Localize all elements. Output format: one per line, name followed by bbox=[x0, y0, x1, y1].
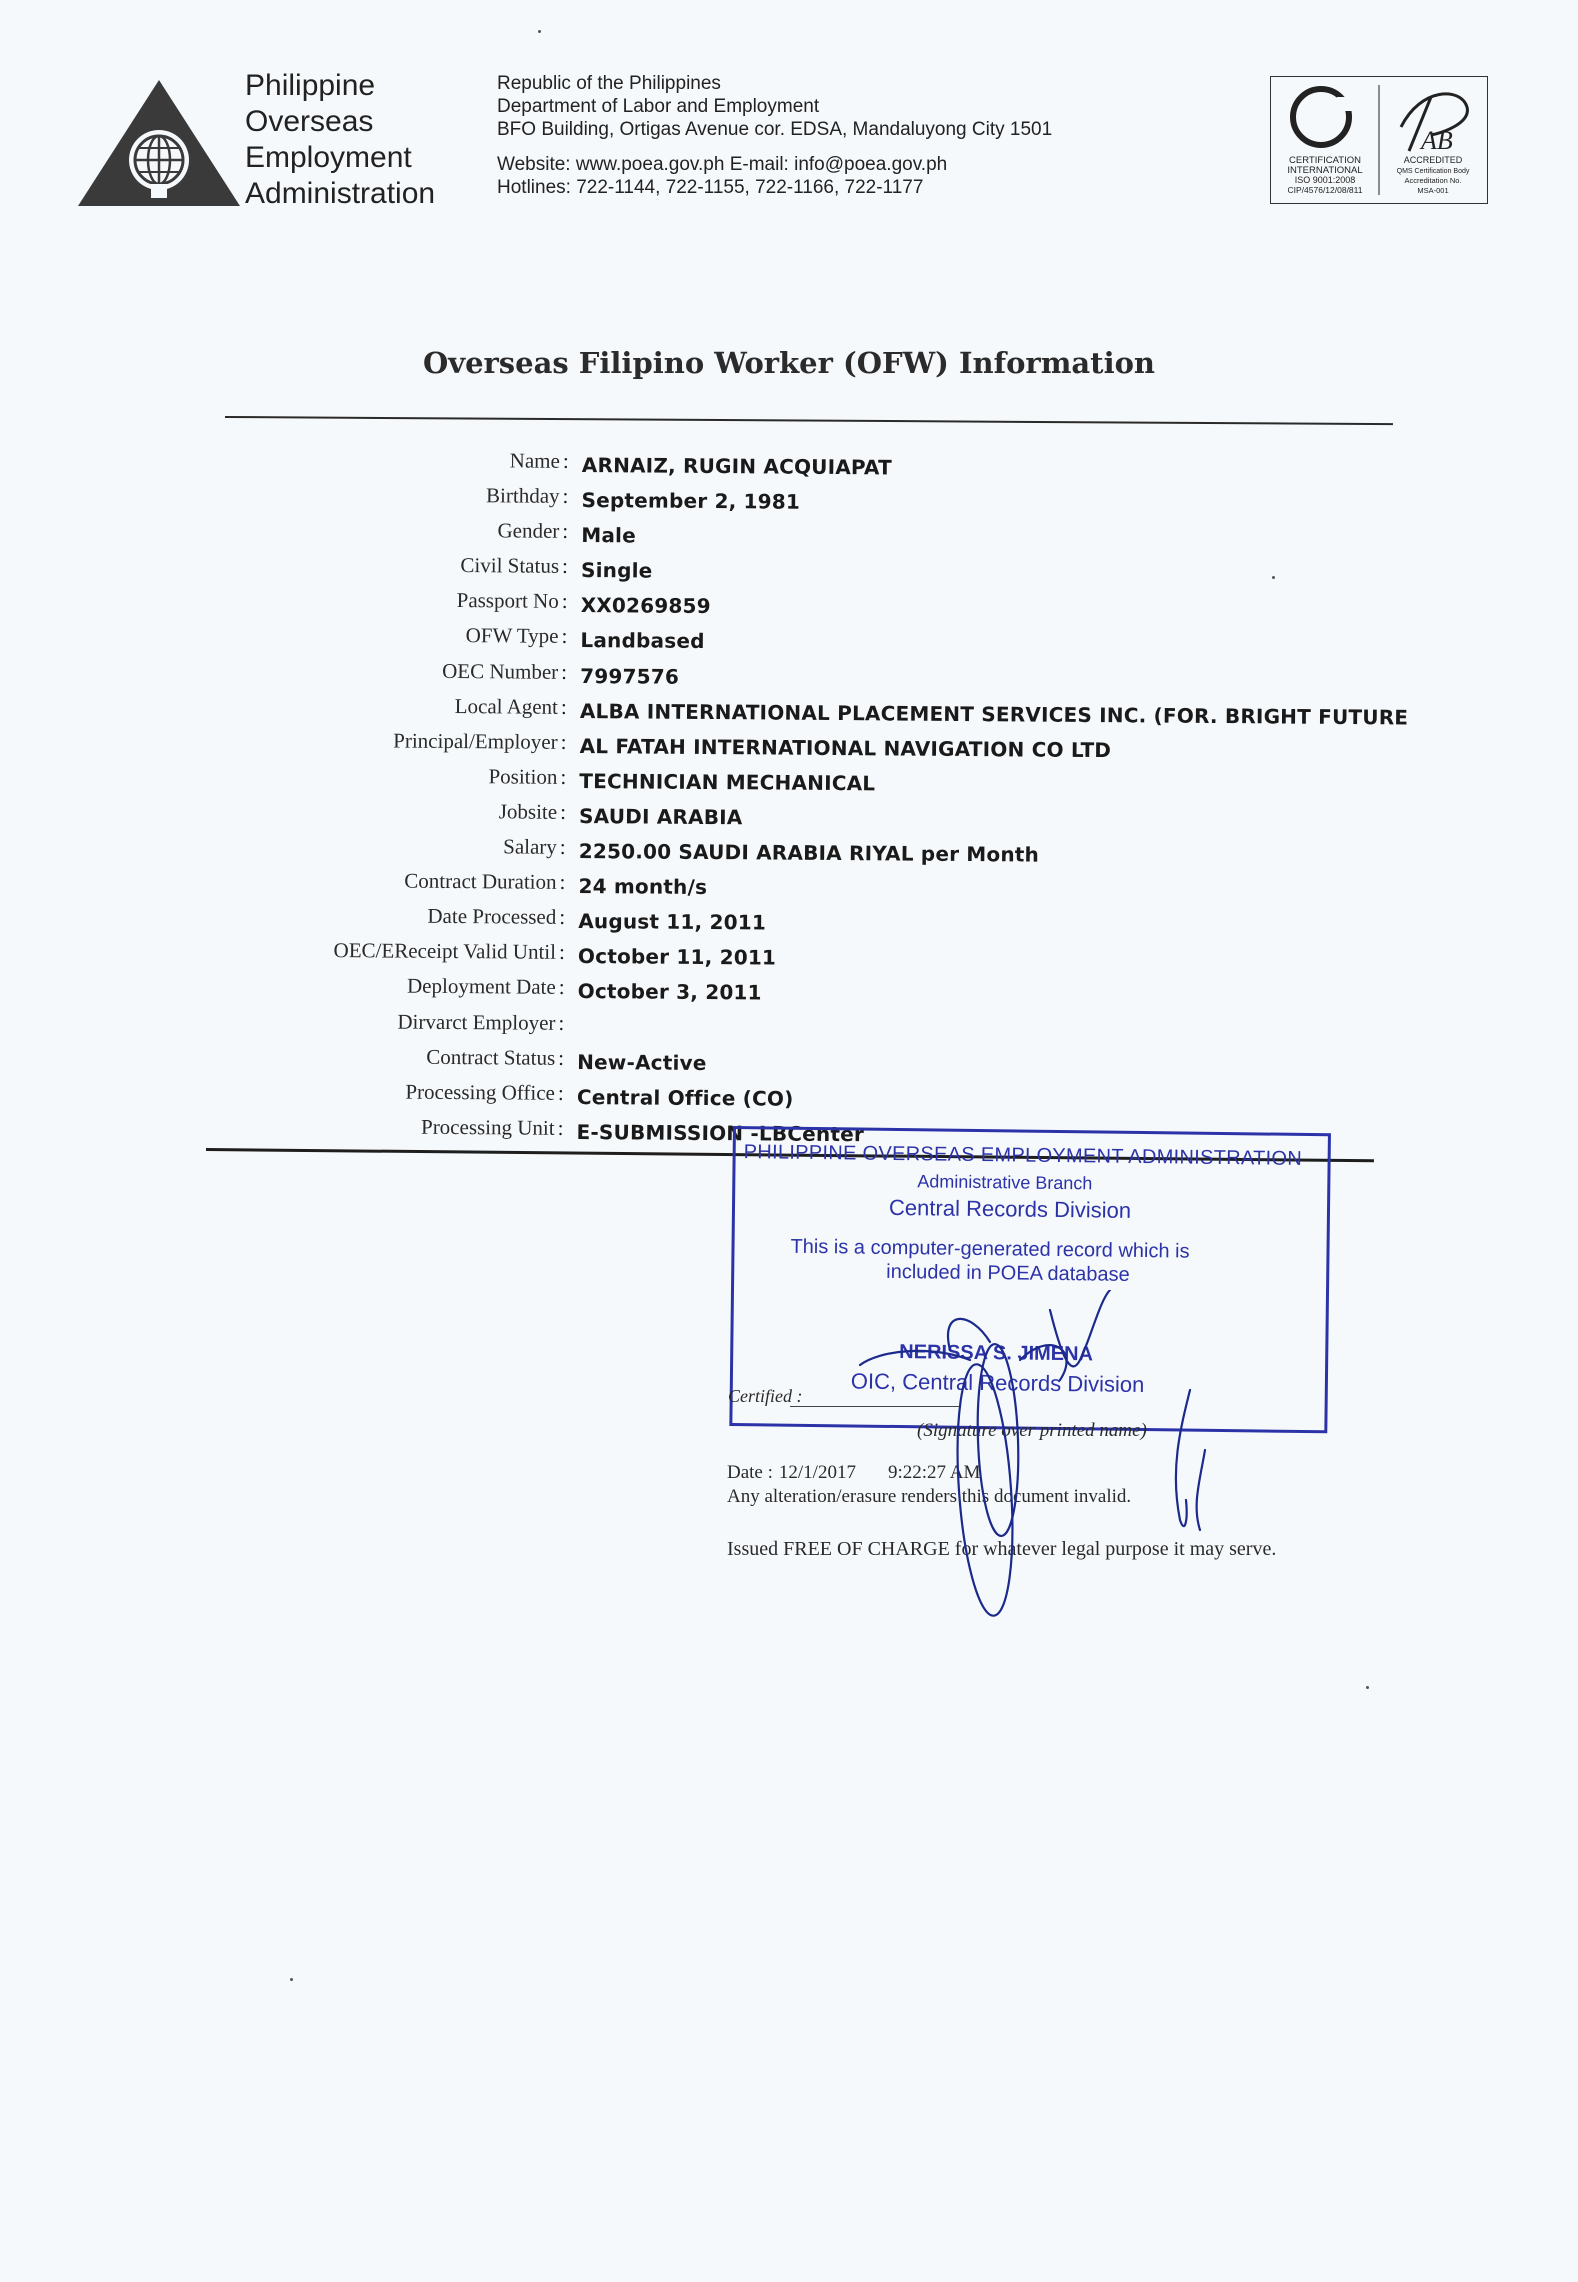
stamp-signatory-title: OIC, Central Records Division bbox=[850, 1368, 1145, 1398]
field-label: Passport No bbox=[456, 588, 559, 614]
stamp-note: included in POEA database bbox=[886, 1260, 1130, 1286]
cert-left-line: INTERNATIONAL bbox=[1287, 165, 1363, 176]
field-colon: : bbox=[562, 483, 569, 508]
field-colon: : bbox=[561, 554, 568, 579]
field-value: Single bbox=[580, 558, 653, 583]
field-colon: : bbox=[557, 1115, 564, 1140]
cert-right-line: MSA-001 bbox=[1417, 186, 1449, 195]
field-value: October 11, 2011 bbox=[577, 944, 777, 970]
field-colon: : bbox=[560, 694, 567, 719]
field-value: AL FATAH INTERNATIONAL NAVIGATION CO LTD bbox=[579, 733, 1112, 762]
document-title: Overseas Filipino Worker (OFW) Information bbox=[422, 346, 1156, 380]
field-value: E-SUBMISSION -LBCenter bbox=[576, 1119, 865, 1147]
field-value: 7997576 bbox=[580, 663, 680, 689]
date-label: Date : bbox=[727, 1462, 773, 1483]
field-label: Processing Unit bbox=[420, 1114, 555, 1140]
time-value: 9:22:27 AM bbox=[887, 1462, 981, 1483]
field-label: OEC Number bbox=[442, 658, 559, 684]
field-label: Name bbox=[509, 448, 560, 473]
field-colon: : bbox=[558, 1010, 565, 1035]
field-label: Local Agent bbox=[454, 693, 559, 719]
field-label: Jobsite bbox=[498, 799, 558, 824]
field-value: October 3, 2011 bbox=[577, 979, 762, 1005]
handwritten-signature bbox=[820, 1290, 1270, 1630]
agency-name-line: Employment bbox=[245, 141, 412, 174]
field-colon: : bbox=[558, 1045, 565, 1070]
field-label: Salary bbox=[503, 834, 557, 859]
poea-logo bbox=[74, 76, 244, 210]
field-label: Principal/Employer bbox=[393, 728, 558, 754]
title-divider bbox=[225, 416, 1393, 425]
cert-left-line: CIP/4576/12/08/811 bbox=[1287, 185, 1363, 195]
field-label: Date Processed bbox=[427, 904, 557, 930]
field-colon: : bbox=[561, 659, 568, 684]
field-value: 24 month/s bbox=[578, 874, 708, 900]
stamp-signatory-name: NERISSA S. JIMENA bbox=[899, 1341, 1094, 1366]
stamp-division: Central Records Division bbox=[888, 1194, 1132, 1223]
stamp-branch: Administrative Branch bbox=[917, 1171, 1093, 1194]
field-colon: : bbox=[560, 729, 567, 754]
cert-right-line: Accreditation No. bbox=[1404, 176, 1462, 185]
field-label: OFW Type bbox=[465, 623, 559, 649]
field-label: Gender bbox=[497, 518, 560, 544]
agency-name-line: Overseas bbox=[245, 105, 374, 138]
field-colon: : bbox=[559, 869, 566, 895]
agency-name-line: Philippine bbox=[245, 69, 376, 102]
address-line: Department of Labor and Employment bbox=[497, 96, 820, 117]
field-value: TECHNICIAN MECHANICAL bbox=[579, 768, 876, 796]
alteration-notice: Any alteration/erasure renders this document invalid. bbox=[727, 1486, 1132, 1507]
agency-address bbox=[497, 72, 1052, 199]
field-colon: : bbox=[559, 905, 566, 930]
ofw-fields bbox=[194, 444, 1409, 1147]
field-label: Civil Status bbox=[460, 553, 560, 579]
contact-hotlines: Hotlines: 722-1144, 722-1155, 722-1166, 722-1177 bbox=[497, 177, 924, 198]
cert-left-line: ISO 9001:2008 bbox=[1294, 175, 1356, 185]
field-colon: : bbox=[558, 975, 565, 1000]
field-label: OEC/EReceipt Valid Until bbox=[333, 938, 557, 965]
field-colon: : bbox=[562, 519, 569, 544]
contact-website-email: Website: www.poea.gov.ph E-mail: info@poea.gov.ph bbox=[497, 154, 948, 175]
cert-left-line: CERTIFICATION bbox=[1289, 155, 1361, 166]
field-value: Male bbox=[581, 523, 637, 548]
paper-speck bbox=[290, 1978, 293, 1981]
cert-right-line: ACCREDITED bbox=[1403, 155, 1463, 165]
certification-badge bbox=[1270, 76, 1488, 204]
paper-speck bbox=[1272, 576, 1275, 579]
field-colon: : bbox=[560, 764, 567, 789]
certified-label: Certified : bbox=[728, 1386, 803, 1406]
field-value: ARNAIZ, RUGIN ACQUIAPAT bbox=[581, 453, 893, 480]
field-value: August 11, 2011 bbox=[578, 909, 767, 935]
date-value: 12/1/2017 bbox=[778, 1462, 856, 1483]
field-label: Position bbox=[488, 764, 558, 789]
field-colon: : bbox=[561, 624, 568, 649]
cert-logo-text: AB bbox=[1421, 126, 1453, 155]
address-line: Republic of the Philippines bbox=[497, 73, 721, 94]
cert-right-line: QMS Certification Body bbox=[1396, 168, 1470, 175]
field-value: Central Office (CO) bbox=[576, 1084, 794, 1111]
field-label: Processing Office bbox=[405, 1079, 556, 1105]
stamp-organization: PHILIPPINE OVERSEAS EMPLOYMENT ADMINISTRATION bbox=[743, 1141, 1303, 1170]
field-value: 2250.00 SAUDI ARABIA RIYAL per Month bbox=[578, 839, 1040, 867]
field-colon: : bbox=[560, 799, 567, 824]
signature-caption: (Signature over printed name) bbox=[917, 1420, 1147, 1441]
field-value: ALBA INTERNATIONAL PLACEMENT SERVICES INC. (FOR. BRIGHT FUTURE bbox=[579, 698, 1409, 730]
field-label: Contract Duration bbox=[404, 868, 557, 894]
paper-speck bbox=[538, 30, 541, 33]
agency-name bbox=[245, 68, 435, 212]
address-line: BFO Building, Ortigas Avenue cor. EDSA, Mandaluyong City 1501 bbox=[497, 119, 1053, 140]
field-colon: : bbox=[559, 834, 566, 859]
field-label: Birthday bbox=[486, 483, 560, 508]
stamp-note: This is a computer-generated record which is bbox=[790, 1235, 1190, 1263]
field-value: New-Active bbox=[577, 1049, 707, 1075]
paper-speck bbox=[1366, 1686, 1369, 1689]
field-colon: : bbox=[562, 448, 569, 473]
field-colon: : bbox=[561, 589, 568, 614]
field-value: SAUDI ARABIA bbox=[578, 803, 743, 830]
field-label: Deployment Date bbox=[406, 974, 556, 1000]
field-value: XX0269859 bbox=[580, 593, 711, 619]
field-colon: : bbox=[558, 940, 565, 965]
free-of-charge-notice: Issued FREE OF CHARGE for whatever legal purpose it may serve. bbox=[727, 1538, 1277, 1560]
agency-name-line: Administration bbox=[245, 177, 436, 210]
field-value: September 2, 1981 bbox=[581, 488, 801, 514]
field-label: Contract Status bbox=[426, 1044, 556, 1070]
field-label: Dirvarct Employer bbox=[397, 1009, 556, 1035]
field-colon: : bbox=[557, 1080, 564, 1105]
field-value: Landbased bbox=[580, 628, 705, 654]
